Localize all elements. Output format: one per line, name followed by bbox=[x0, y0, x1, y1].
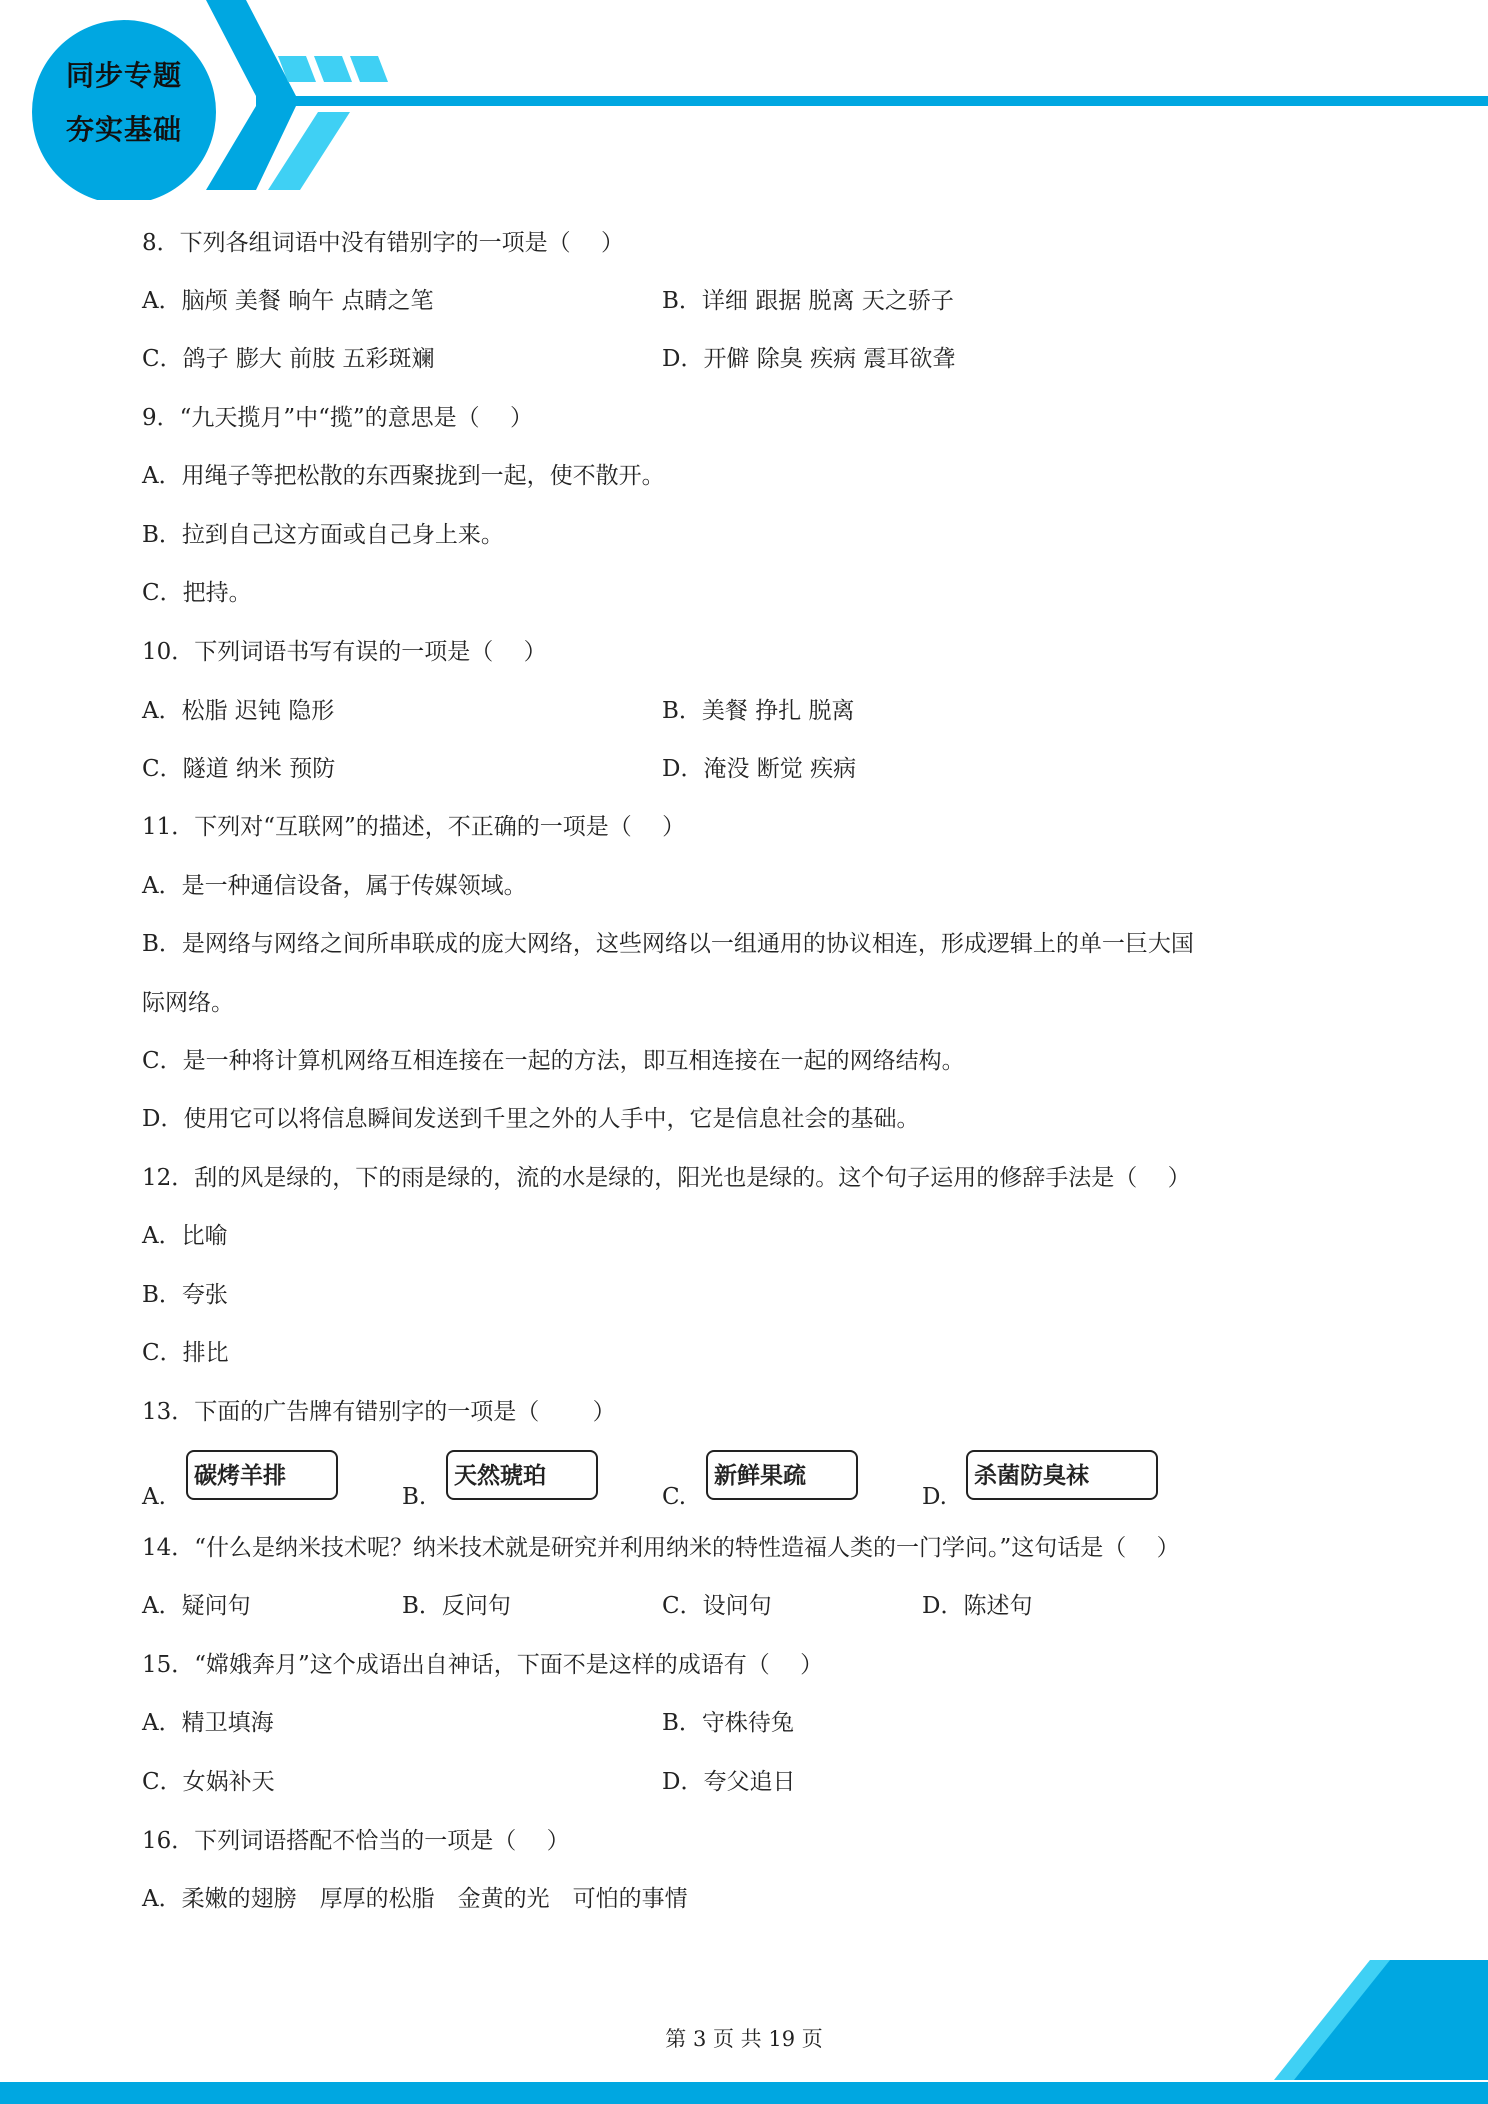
header-slash-2 bbox=[314, 56, 352, 82]
question-stem: 11．下列对“互联网”的描述，不正确的一项是（ ） bbox=[142, 814, 686, 840]
question-stem: 14．“什么是纳米技术呢？纳米技术就是研究并利用纳米的特性造福人类的一门学问。”这句话是（ ） bbox=[142, 1535, 1180, 1561]
option: A．脑颅 美餐 晌午 点睛之笔 bbox=[142, 288, 434, 314]
header-slash-3 bbox=[350, 56, 388, 82]
option: D．淹没 断觉 疾病 bbox=[662, 756, 857, 782]
option: A．松脂 迟钝 隐形 bbox=[142, 698, 335, 724]
option: B．反问句 bbox=[402, 1593, 511, 1619]
option: C．是一种将计算机网络互相连接在一起的方法，即互相连接在一起的网络结构。 bbox=[142, 1048, 965, 1074]
ad-signboard: 杀菌防臭袜 bbox=[966, 1450, 1158, 1500]
header-chevron bbox=[206, 0, 296, 190]
option: D．使用它可以将信息瞬间发送到千里之外的人手中，它是信息社会的基础。 bbox=[142, 1106, 920, 1132]
option: C．女娲补天 bbox=[142, 1769, 275, 1795]
option: A．用绳子等把松散的东西聚拢到一起，使不散开。 bbox=[142, 463, 665, 489]
header-banner bbox=[0, 0, 1488, 200]
ad-signboard: 新鲜果疏 bbox=[706, 1450, 858, 1500]
option-continuation: 际网络。 bbox=[142, 990, 234, 1016]
badge-line-2: 夯实基础 bbox=[65, 113, 182, 146]
ad-signboard: 天然琥珀 bbox=[446, 1450, 598, 1500]
option: C．隧道 纳米 预防 bbox=[142, 756, 336, 782]
option-letter: A. bbox=[142, 1484, 166, 1510]
question-stem: 9．“九天揽月”中“揽”的意思是（ ） bbox=[142, 405, 533, 431]
option: C．把持。 bbox=[142, 580, 252, 606]
option: B．夸张 bbox=[142, 1282, 228, 1308]
option: A．精卫填海 bbox=[142, 1710, 274, 1736]
option: A．疑问句 bbox=[142, 1593, 251, 1619]
option: A．是一种通信设备，属于传媒领域。 bbox=[142, 873, 527, 899]
question-stem: 15．“嫦娥奔月”这个成语出自神话，下面不是这样的成语有（ ） bbox=[142, 1652, 824, 1678]
option: B．美餐 挣扎 脱离 bbox=[662, 698, 855, 724]
option: B．详细 跟据 脱离 天之骄子 bbox=[662, 288, 954, 314]
option-letter: C. bbox=[662, 1484, 687, 1510]
option-letter: B. bbox=[402, 1484, 427, 1510]
option: D．陈述句 bbox=[922, 1593, 1033, 1619]
question-stem: 10．下列词语书写有误的一项是（ ） bbox=[142, 639, 547, 665]
footer-banner bbox=[0, 1920, 1488, 2104]
option-letter: D. bbox=[922, 1484, 947, 1510]
option: C．排比 bbox=[142, 1340, 229, 1366]
page-number: 第 3 页 共 19 页 bbox=[665, 2027, 823, 2051]
question-stem: 13．下面的广告牌有错别字的一项是（ ） bbox=[142, 1399, 616, 1425]
question-stem: 16．下列词语搭配不恰当的一项是（ ） bbox=[142, 1828, 570, 1854]
question-stem: 12．刮的风是绿的，下的雨是绿的，流的水是绿的，阳光也是绿的。这个句子运用的修辞手法是（ ） bbox=[142, 1165, 1191, 1191]
option: B．守株待兔 bbox=[662, 1710, 794, 1736]
option: B．是网络与网络之间所串联成的庞大网络，这些网络以一组通用的协议相连，形成逻辑上的单一巨大国 bbox=[142, 931, 1194, 957]
option: A．比喻 bbox=[142, 1223, 228, 1249]
ad-signboard: 碳烤羊排 bbox=[186, 1450, 338, 1500]
option: B．拉到自己这方面或自己身上来。 bbox=[142, 522, 504, 548]
header-stripe bbox=[270, 96, 1488, 106]
option: D．开僻 除臭 疾病 震耳欲聋 bbox=[662, 346, 956, 372]
option: A．柔嫩的翅膀 厚厚的松脂 金黄的光 可怕的事情 bbox=[142, 1886, 688, 1912]
option: D．夸父追日 bbox=[662, 1769, 796, 1795]
option: C．鸽子 膨大 前肢 五彩斑斓 bbox=[142, 346, 435, 372]
footer-stripe bbox=[0, 2082, 1488, 2104]
option: C．设问句 bbox=[662, 1593, 772, 1619]
question-stem: 8．下列各组词语中没有错别字的一项是（ ） bbox=[142, 230, 624, 256]
badge-line-1: 同步专题 bbox=[65, 59, 182, 92]
